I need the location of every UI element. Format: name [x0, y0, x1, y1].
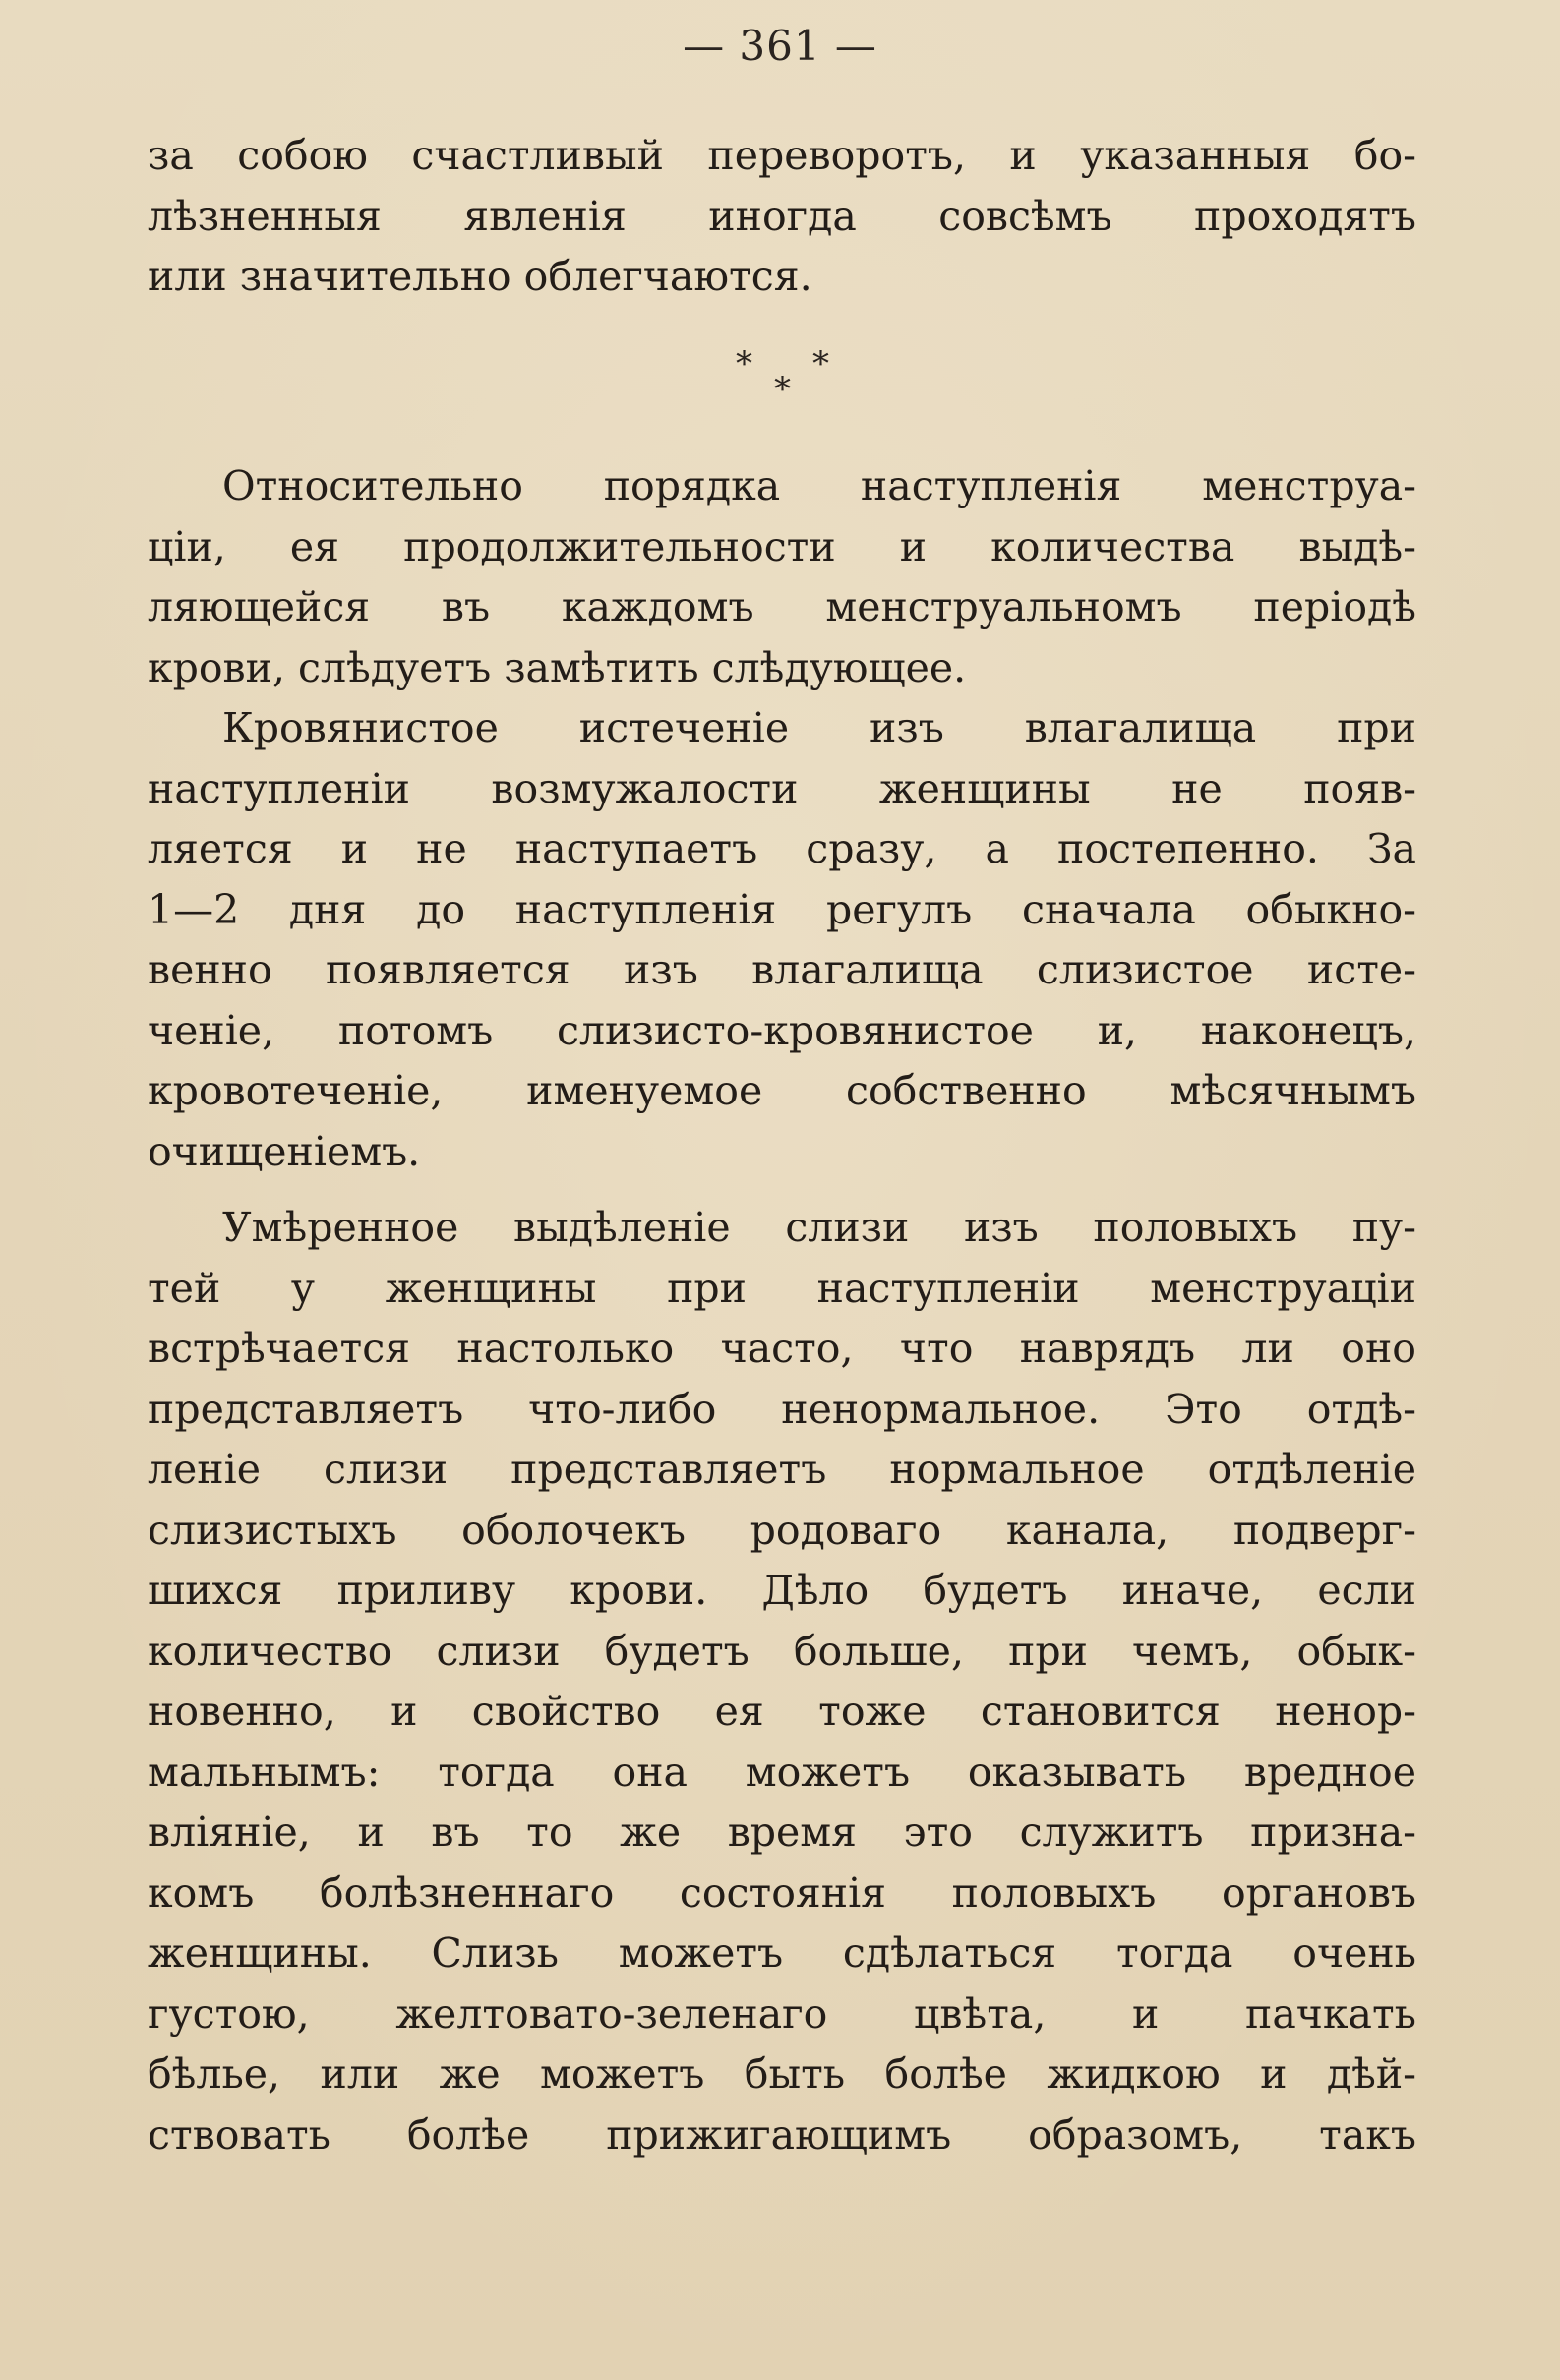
text-line: Кровянистое истеченіе изъ влагалища при	[222, 704, 1416, 751]
text-line: слизистыхъ оболочекъ родоваго канала, подверг-	[148, 1506, 1416, 1554]
text-line: очищеніемъ.	[148, 1127, 421, 1175]
text-line: ченіе, потомъ слизисто-кровянистое и, наконецъ,	[148, 1006, 1416, 1054]
text-line: лѣзненныя явленія иногда совсѣмъ проходятъ	[148, 192, 1416, 240]
text-line: Умѣренное выдѣленіе слизи изъ половыхъ пу-	[222, 1204, 1416, 1251]
text-line: представляетъ что-либо ненормальное. Это отдѣ-	[148, 1385, 1416, 1433]
asterism-star: *	[812, 344, 829, 384]
text-line: или значительно облегчаются.	[148, 253, 812, 300]
asterism-star: *	[736, 344, 752, 384]
text-line: шихся приливу крови. Дѣло будетъ иначе, если	[148, 1567, 1416, 1614]
paragraph-3	[148, 698, 1416, 1182]
text-line: венно появляется изъ влагалища слизистое исте-	[148, 946, 1416, 993]
text-line: мальнымъ: тогда она можетъ оказывать вредное	[148, 1748, 1416, 1796]
asterism-divider	[0, 344, 1560, 423]
paragraph-2	[148, 456, 1416, 698]
text-line: леніе слизи представляетъ нормальное отдѣленіе	[148, 1446, 1416, 1493]
text-line: густою, желтовато-зеленаго цвѣта, и пачкать	[148, 1990, 1416, 2038]
text-line: крови, слѣдуетъ замѣтить слѣдующее.	[148, 643, 967, 691]
text-line: тей у женщины при наступленіи менструаціи	[148, 1264, 1416, 1312]
text-line: ствовать болѣе прижигающимъ образомъ, такъ	[148, 2111, 1416, 2159]
text-line: встрѣчается настолько часто, что наврядъ ли оно	[148, 1325, 1416, 1372]
text-line: ціи, ея продолжительности и количества выдѣ-	[148, 522, 1416, 570]
text-line: бѣлье, или же можетъ быть болѣе жидкою и дѣй-	[148, 2051, 1416, 2098]
asterism-star: *	[774, 370, 791, 409]
paragraph-1	[148, 126, 1416, 308]
text-line: женщины. Слизь можетъ сдѣлаться тогда очень	[148, 1930, 1416, 1977]
text-line: 1—2 дня до наступленія регулъ сначала обыкно-	[148, 885, 1416, 933]
text-line: наступленіи возмужалости женщины не появ-	[148, 764, 1416, 812]
text-line: ляющейся въ каждомъ менструальномъ періодѣ	[148, 583, 1416, 630]
page-number: — 361 —	[683, 22, 877, 70]
text-line: Относительно порядка наступленія менструа-	[222, 462, 1416, 509]
text-line: ляется и не наступаетъ сразу, а постепенно. За	[148, 825, 1416, 872]
text-line: вліяніе, и въ то же время это служитъ призна-	[148, 1809, 1416, 1856]
text-line: кровотеченіе, именуемое собственно мѣсячнымъ	[148, 1067, 1416, 1114]
text-line: комъ болѣзненнаго состоянія половыхъ органовъ	[148, 1869, 1416, 1917]
text-line: количество слизи будетъ больше, при чемъ, обык-	[148, 1627, 1416, 1675]
paragraph-4	[148, 1198, 1416, 2166]
text-line: новенно, и свойство ея тоже становится ненор-	[148, 1688, 1416, 1735]
text-line: за собою счастливый переворотъ, и указанныя бо-	[148, 132, 1416, 179]
